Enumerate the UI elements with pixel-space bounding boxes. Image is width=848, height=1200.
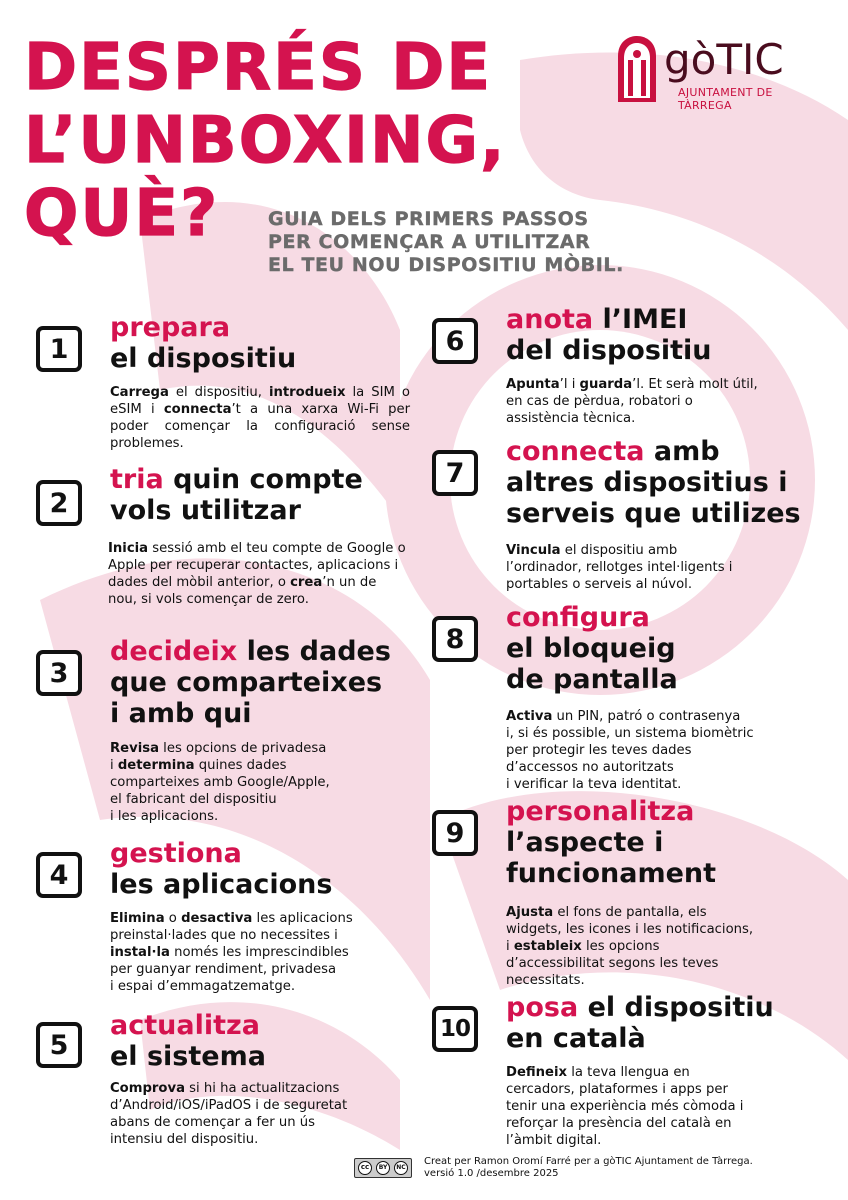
credit-text: Creat per Ramon Oromí Farré per a gòTIC Ajuntament de Tàrrega.: [424, 1156, 753, 1167]
step-title-line: i amb qui: [110, 698, 252, 729]
step-body: Defineix la teva llengua en cercadors, plataformes i apps per tenir una experiència més còmoda i reforçar la presència del català en l’àmbit digital.: [506, 1065, 744, 1148]
step-title: decideix les dades que comparteixes i amb qui: [110, 636, 391, 729]
step-title-highlight: anota: [506, 304, 594, 335]
subtitle-line-2: PER COMENÇAR A UTILITZAR: [268, 231, 591, 253]
step-title-line: de pantalla: [506, 664, 678, 695]
step-title-highlight: connecta: [506, 436, 645, 467]
step-title-line: el dispositiu: [110, 343, 297, 374]
step-number-box: 7: [432, 450, 478, 496]
nc-icon: NC: [394, 1161, 408, 1175]
step-title: connecta amb altres dispositius i serveis que utilizes: [506, 436, 801, 529]
step-title-line: altres dispositius i: [506, 467, 788, 498]
step-number-box: 5: [36, 1022, 82, 1068]
by-icon: BY: [376, 1161, 390, 1175]
step-body: Vincula el dispositiu amb l’ordinador, rellotges intel·ligents i portables o serveis al núvol.: [506, 543, 733, 592]
headline-line-1: DESPRÉS DE: [24, 31, 493, 105]
step-body: Activa un PIN, patró o contrasenya i, si és possible, un sistema biomètric per protegir les teves dades d’accessos no autoritzats i verificar la teva identitat.: [506, 709, 754, 792]
step-number-box: 2: [36, 480, 82, 526]
gothic-window-icon: [614, 34, 660, 104]
step-title-highlight: decideix: [110, 636, 238, 667]
step-number-box: 3: [36, 650, 82, 696]
step-title: [506, 602, 826, 695]
step-title-line: vols utilitzar: [110, 495, 301, 526]
step-title-line: del dispositiu: [506, 335, 712, 366]
step-title: [506, 796, 826, 889]
step-title: [110, 1010, 430, 1072]
step-title: [110, 838, 430, 900]
logo-title: gòTIC: [664, 35, 784, 84]
creative-commons-badge: [354, 1158, 412, 1178]
cc-icon: cc: [358, 1161, 372, 1175]
headline-line-3: QUÈ?: [24, 177, 220, 251]
version-text: versió 1.0 /desembre 2025: [424, 1168, 559, 1179]
step-body: Elimina o desactiva les aplicacions preinstal·lades que no necessites i instal·la només les imprescindibles per guanyar rendiment, privadesa i espai d’emmagatzematge.: [110, 911, 353, 994]
step-title-line: el bloqueig: [506, 633, 676, 664]
footer-credit: [424, 1156, 753, 1180]
step-body: Inicia sessió amb el teu compte de Google o Apple per recuperar contactes, aplicacions i dades del mòbil anterior, o crea’n un de nou, si vols començar de zero.: [108, 541, 406, 607]
subtitle-line-3: EL TEU NOU DISPOSITIU MÒBIL.: [268, 254, 624, 276]
step-title-line: l’aspecte i: [506, 827, 664, 858]
step-body: Comprova si hi ha actualitzacions d’Android/iOS/iPadOS i de seguretat abans de començar a fer un ús intensiu del dispositiu.: [110, 1081, 348, 1147]
step-title: tria quin compte vols utilitzar: [110, 464, 363, 526]
step-title-line: les aplicacions: [110, 869, 333, 900]
step-number-box: 10: [432, 1006, 478, 1052]
step-body: Carrega el dispositiu, introdueix la SIM o eSIM i connecta’t a una xarxa Wi-Fi per poder començar la configuració sense problemes.: [110, 385, 411, 451]
gotic-logo: [614, 34, 824, 112]
step-number-box: 4: [36, 852, 82, 898]
step-title-highlight: gestiona: [110, 838, 242, 869]
step-title-highlight: tria: [110, 464, 164, 495]
step-title-line: que comparteixes: [110, 667, 383, 698]
step-title-highlight: configura: [506, 602, 650, 633]
step-title-highlight: prepara: [110, 312, 231, 343]
step-number-box: 6: [432, 318, 478, 364]
step-number-box: 9: [432, 810, 478, 856]
logo-subtitle: AJUNTAMENT DE TÀRREGA: [678, 86, 773, 112]
step-body: Ajusta el fons de pantalla, els widgets, les icones i les notificacions, i estableix les opcions d’accessibilitat segons les teves necessitats.: [506, 905, 754, 988]
step-title-line: el sistema: [110, 1041, 266, 1072]
step-title-line: funcionament: [506, 858, 717, 889]
step-number-box: 8: [432, 616, 478, 662]
step-title: [110, 312, 410, 374]
step-title: anota l’IMEI del dispositiu: [506, 304, 712, 366]
step-title-line: en català: [506, 1023, 646, 1054]
subtitle: [268, 208, 624, 277]
step-title: posa el dispositiu en català: [506, 992, 774, 1054]
step-title-highlight: actualitza: [110, 1010, 260, 1041]
subtitle-line-1: GUIA DELS PRIMERS PASSOS: [268, 208, 589, 230]
step-title-line: serveis que utilizes: [506, 498, 801, 529]
step-number-box: 1: [36, 326, 82, 372]
step-title-highlight: personalitza: [506, 796, 695, 827]
headline-line-2: L’UNBOXING,: [24, 104, 507, 178]
step-title-highlight: posa: [506, 992, 579, 1023]
step-body: Apunta’l i guarda’l. Et serà molt útil, en cas de pèrdua, robatori o assistència tècnica.: [506, 377, 758, 426]
step-body: Revisa les opcions de privadesa i determina quines dades comparteixes amb Google/Apple, el fabricant del dispositiu i les aplicacions.: [110, 741, 330, 824]
